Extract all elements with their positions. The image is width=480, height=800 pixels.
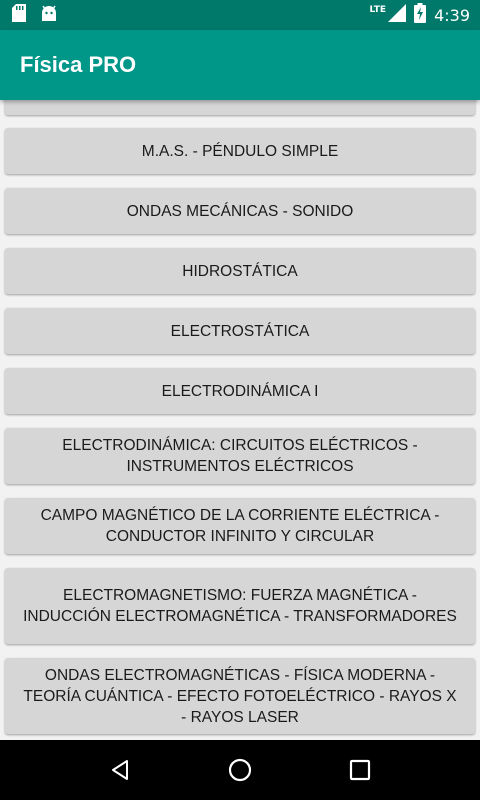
app-bar [0,30,480,100]
status-bar [0,0,480,30]
topic-button[interactable]: ONDAS ELECTROMAGNÉTICAS - FÍSICA MODERNA - TEORÍA CUÁNTICA - EFECTO FOTOELÉCTRICO - RAYOS X - RAYOS LASER [5,658,475,734]
topic-button[interactable]: M.A.S. - PÉNDULO SIMPLE [5,128,475,174]
topic-button[interactable]: CAMPO MAGNÉTICO DE LA CORRIENTE ELÉCTRICA - CONDUCTOR INFINITO Y CIRCULAR [5,498,475,554]
topic-button[interactable]: ONDAS MECÁNICAS - SONIDO [5,188,475,234]
network-type: LTE [369,5,387,15]
recents-icon[interactable] [340,750,380,790]
signal-icon [388,4,406,26]
sd-card-icon [12,4,26,26]
clock: 4:39 [434,5,470,25]
topic-button[interactable]: ELECTRODINÁMICA: CIRCUITOS ELÉCTRICOS - INSTRUMENTOS ELÉCTRICOS [5,428,475,484]
topic-button-partial[interactable] [5,100,475,115]
topic-button[interactable]: HIDROSTÁTICA [5,248,475,294]
topic-button[interactable]: ELECTROSTÁTICA [5,308,475,354]
topic-button[interactable]: ELECTROMAGNETISMO: FUERZA MAGNÉTICA - INDUCCIÓN ELECTROMAGNÉTICA - TRANSFORMADORES [5,568,475,644]
navigation-bar [0,740,480,800]
android-icon [40,5,58,25]
battery-charging-icon [414,3,426,27]
topic-button[interactable]: ELECTRODINÁMICA I [5,368,475,414]
topic-list[interactable] [0,100,480,740]
home-icon[interactable] [220,750,260,790]
app-title: Física PRO [20,52,137,77]
back-icon[interactable] [100,750,140,790]
